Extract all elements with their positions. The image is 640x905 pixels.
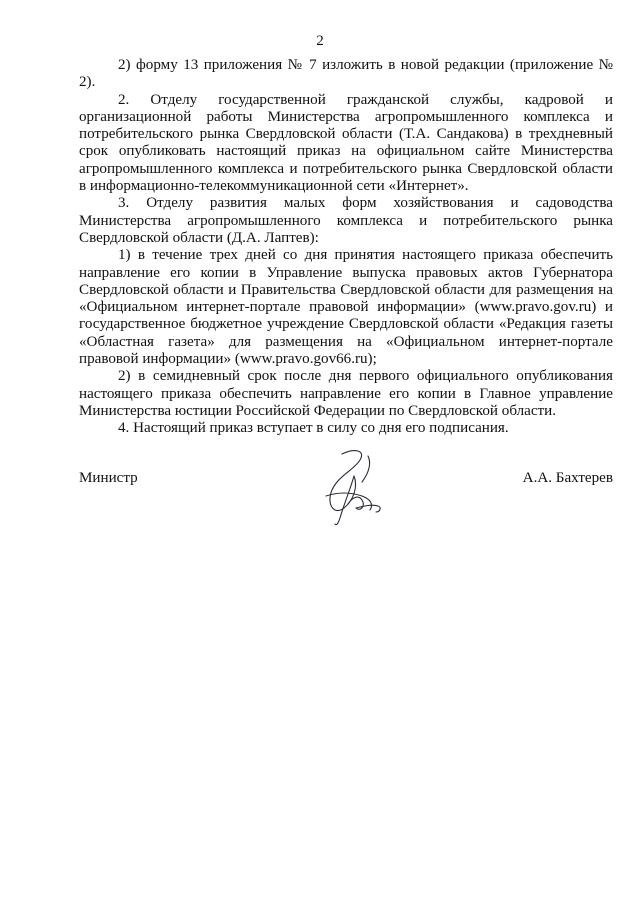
document-body bbox=[79, 57, 613, 438]
paragraph-point-2: 2. Отделу государственной гражданской службы, кадровой и организационной работы Министерства агропромышленного комплекса и потребительского рынка Свердловской области (Т.А. Сандакова) в трехдневный срок опубликовать настоящий приказ на официальном сайте Министерства агропромышленного комплекса и потребительского рынка Свердловской области в информационно-телекоммуникационной сети «Интернет». bbox=[79, 91, 613, 195]
signature-block bbox=[79, 470, 613, 530]
page-number: 2 bbox=[316, 33, 324, 49]
paragraph-item-2-form-13: 2) форму 13 приложения № 7 изложить в новой редакции (приложение № 2). bbox=[79, 57, 613, 91]
signatory-title: Министр bbox=[79, 470, 138, 486]
paragraph-point-4: 4. Настоящий приказ вступает в силу со дня его подписания. bbox=[118, 420, 509, 437]
paragraph-point-3-sub-1: 1) в течение трех дней со дня принятия настоящего приказа обеспечить направление его копии в Управление выпуска правовых актов Губернатора Свердловской области и Правительства Свердловской области для размещения на «Официальном интернет-портале правовой информации» (www.pravo.gov.ru) и государственное бюджетное учреждение Свердловской области «Редакция газеты «Областная газета» для размещения на «Официальном интернет-портале правовой информации» (www.pravo.gov66.ru); bbox=[79, 247, 613, 368]
paragraph-point-3-sub-2: 2) в семидневный срок после дня первого официального опубликования настоящего приказа обеспечить направление его копии в Главное управление Министерства юстиции Российской Федерации по Свердловской области. bbox=[79, 368, 613, 419]
signatory-name: А.А. Бахтерев bbox=[522, 470, 613, 486]
handwritten-signature bbox=[314, 446, 394, 530]
paragraph-point-3: 3. Отделу развития малых форм хозяйствования и садоводства Министерства агропромышленного комплекса и потребительского рынка Свердловской области (Д.А. Лаптев): bbox=[79, 195, 613, 246]
